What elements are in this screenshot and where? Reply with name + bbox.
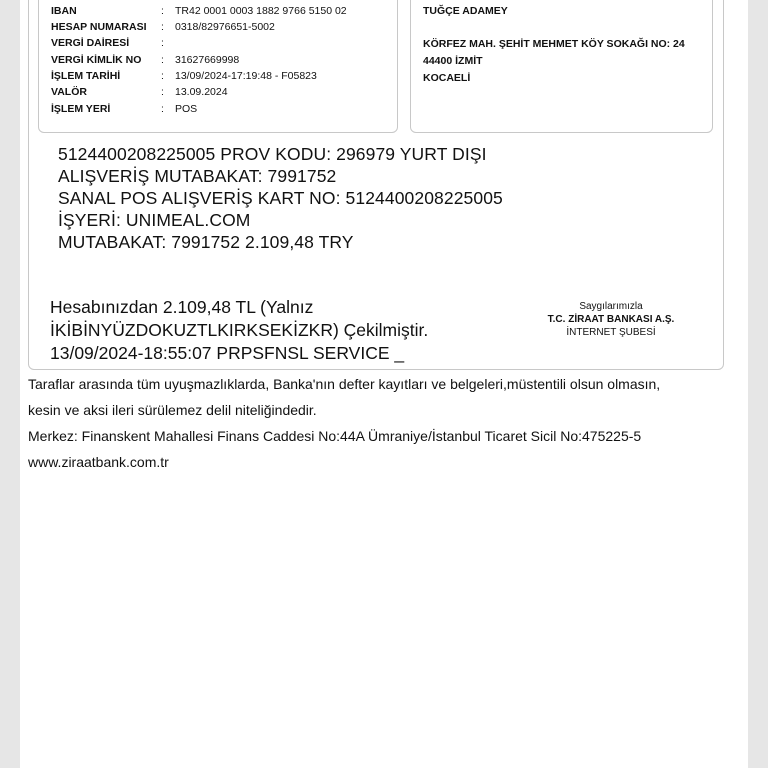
footer-legal-line: Taraflar arasında tüm uyuşmazlıklarda, Banka'nın defter kayıtları ve belgeleri,müstentili olsun olmasın, [28, 376, 661, 392]
info-value [175, 0, 340, 1]
footer-address-line: Merkez: Finanskent Mahallesi Finans Caddesi No:44A Ümraniye/İstanbul Ticaret Sicil No:475225-5 [28, 428, 642, 444]
transaction-description-line: İŞYERİ: UNIMEAL.COM [58, 210, 251, 230]
footer-legal-line: kesin ve aksi ileri sürülemez delil niteliğindedir. [28, 402, 317, 418]
amount-text-line: İKİBİNYÜZDOKUZTLKIRKSEKİZKR) Çekilmiştir. [50, 320, 429, 340]
info-label: IBAN [51, 5, 77, 17]
transaction-description-line: MUTABAKAT: 7991752 2.109,48 TRY [58, 232, 354, 252]
info-row-value-date: VALÖR : 13.09.2024 [51, 86, 228, 98]
info-label: VERGİ DAİRESİ [51, 37, 130, 49]
account-info-box [38, 0, 398, 133]
info-row-account-number: HESAP NUMARASI : 0318/82976651-5002 [51, 21, 275, 33]
recipient-address-box [410, 0, 713, 133]
amount-text-line: 13/09/2024-18:55:07 PRPSFNSL SERVICE _ [50, 343, 405, 363]
info-row-tax-office: VERGİ DAİRESİ : [51, 37, 164, 49]
info-value: TR42 0001 0003 1882 9766 5150 02 [175, 5, 347, 17]
info-label: VALÖR [51, 86, 87, 98]
recipient-name: TUĞÇE ADAMEY [423, 5, 508, 17]
recipient-city: KOCAELİ [423, 72, 471, 84]
info-row-iban: IBAN : TR42 0001 0003 1882 9766 5150 02 [51, 5, 347, 17]
info-row-branch [51, 0, 340, 1]
signature-branch: İNTERNET ŞUBESİ [566, 327, 656, 338]
info-value: 13/09/2024-17:19:48 - F05823 [175, 70, 317, 82]
transaction-description-line: SANAL POS ALIŞVERİŞ KART NO: 5124400208225005 [58, 188, 503, 208]
info-label: VERGİ KİMLİK NO [51, 54, 142, 66]
amount-text-line: Hesabınızdan 2.109,48 TL (Yalnız [50, 297, 314, 317]
recipient-address-line1: KÖRFEZ MAH. ŞEHİT MEHMET KÖY SOKAĞI NO: 24 [423, 38, 685, 50]
signature-bank-name: T.C. ZİRAAT BANKASI A.Ş. [547, 314, 675, 325]
info-value: 0318/82976651-5002 [175, 21, 275, 33]
info-label: HESAP NUMARASI [51, 21, 147, 33]
info-label [51, 0, 161, 1]
info-row-transaction-date: İŞLEM TARİHİ : 13/09/2024-17:19:48 - F05823 [51, 70, 317, 82]
info-value: 13.09.2024 [175, 86, 228, 98]
footer-website: www.ziraatbank.com.tr [28, 454, 169, 470]
transaction-description-line: ALIŞVERİŞ MUTABAKAT: 7991752 [58, 166, 337, 186]
transaction-description-line: 5124400208225005 PROV KODU: 296979 YURT DIŞI [58, 144, 487, 164]
info-label: İŞLEM YERİ [51, 103, 111, 115]
recipient-address-line2: 44400 İZMİT [423, 55, 483, 67]
info-row-tax-id: VERGİ KİMLİK NO : 31627669998 [51, 54, 240, 66]
info-label: İŞLEM TARİHİ [51, 70, 121, 82]
info-row-transaction-place: İŞLEM YERİ : POS [51, 103, 198, 115]
info-value: 31627669998 [175, 54, 240, 66]
signature-greeting: Saygılarımızla [579, 301, 643, 312]
info-value: POS [175, 103, 198, 115]
